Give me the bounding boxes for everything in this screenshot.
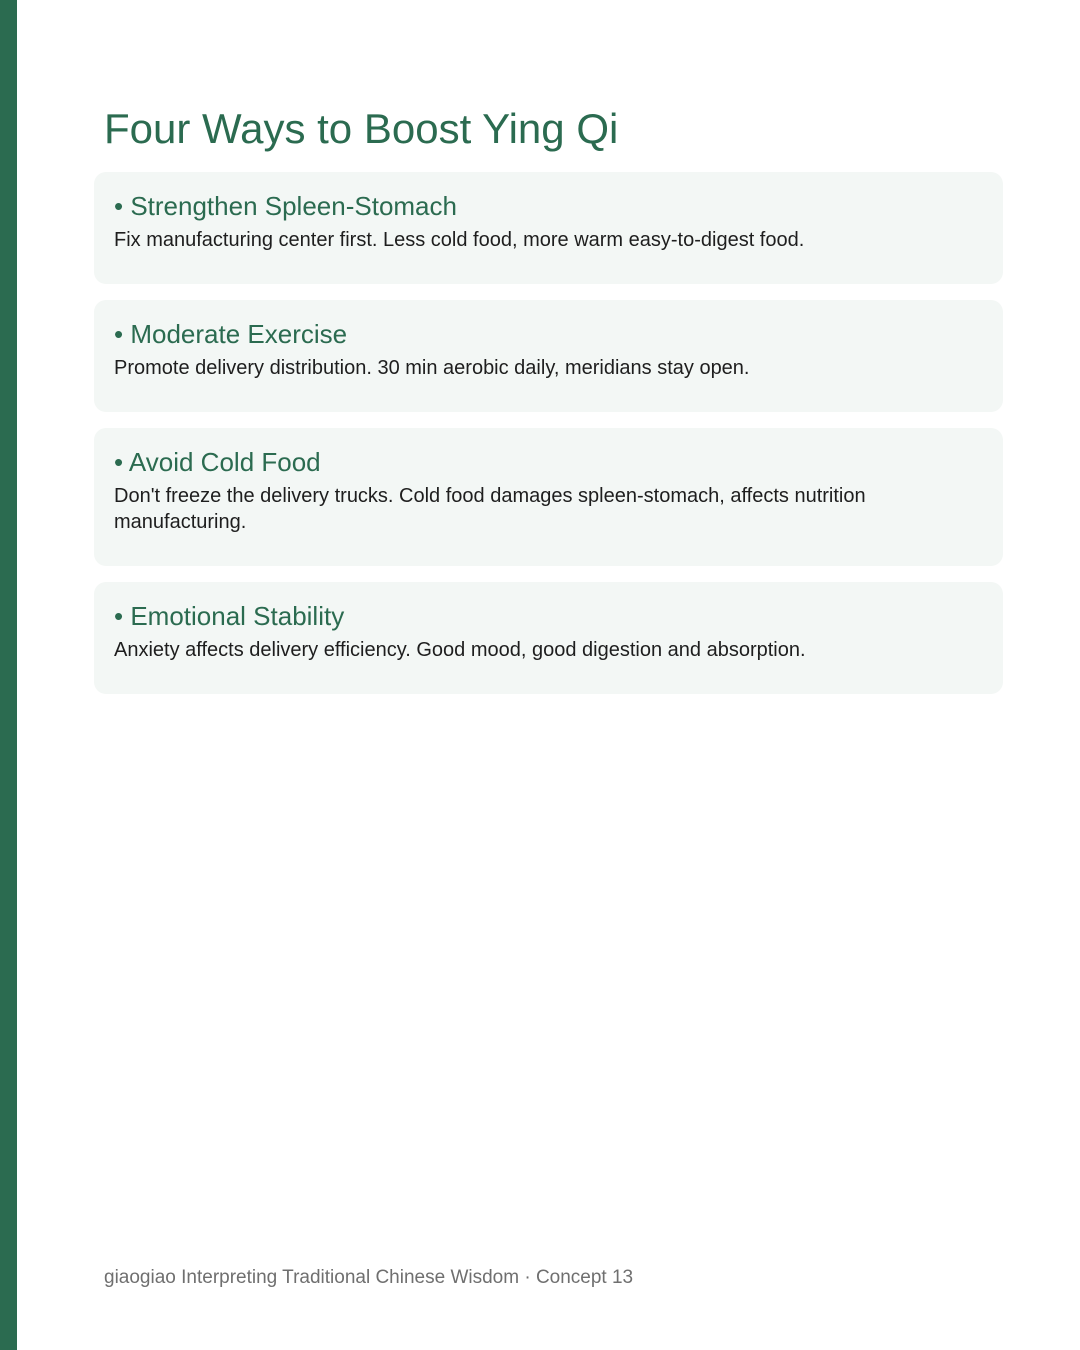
page-title: Four Ways to Boost Ying Qi xyxy=(104,105,619,152)
tip-text: Don't freeze the delivery trucks. Cold food damages spleen-stomach, affects nutrition manufacturing. xyxy=(114,485,866,533)
tip-card-avoid-cold-food xyxy=(94,428,1003,566)
tip-card-strengthen-spleen-stomach xyxy=(94,172,1003,284)
tip-heading: • Moderate Exercise xyxy=(114,319,348,349)
tip-text: Anxiety affects delivery efficiency. Good mood, good digestion and absorption. xyxy=(114,639,806,661)
tips-list xyxy=(94,172,1003,710)
tip-text: Promote delivery distribution. 30 min aerobic daily, meridians stay open. xyxy=(114,357,750,379)
footer-credit: giaogiao Interpreting Traditional Chinese Wisdom · Concept 13 xyxy=(104,1267,634,1288)
tip-card-emotional-stability xyxy=(94,582,1003,694)
tip-text: Fix manufacturing center first. Less cold food, more warm easy-to-digest food. xyxy=(114,229,805,251)
tip-card-moderate-exercise xyxy=(94,300,1003,412)
tip-heading: • Avoid Cold Food xyxy=(114,447,321,477)
tip-heading: • Strengthen Spleen-Stomach xyxy=(114,191,457,221)
left-accent-bar xyxy=(0,0,17,1350)
tip-heading: • Emotional Stability xyxy=(114,601,345,631)
